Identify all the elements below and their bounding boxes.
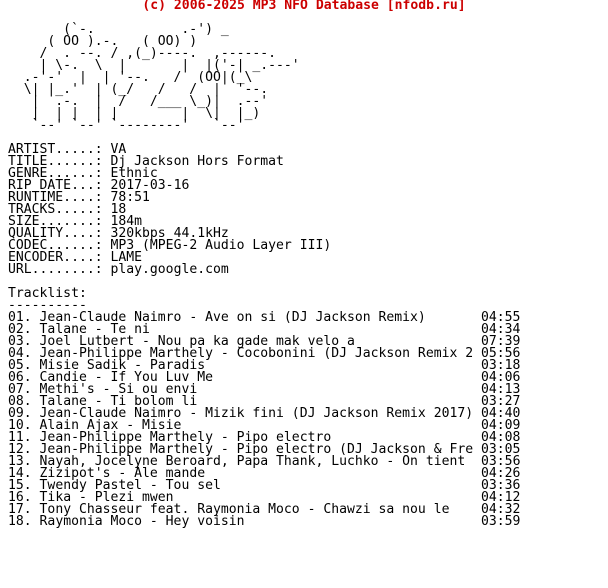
track-duration: 04:26 xyxy=(481,466,521,481)
tracklist-rule: ---------- xyxy=(8,298,87,313)
track-number: 17. xyxy=(8,502,32,517)
genre-value: Ethnic xyxy=(110,166,158,181)
info-row-quality: QUALITY....: 320kbps 44.1kHz xyxy=(8,226,229,241)
track-number: 11. xyxy=(8,430,32,445)
track-number: 07. xyxy=(8,382,32,397)
track-duration: 04:34 xyxy=(481,322,521,337)
track-number: 10. xyxy=(8,418,32,433)
info-row-url: URL........: play.google.com xyxy=(8,262,229,277)
info-row-rip-date: RIP DATE...: 2017-03-16 xyxy=(8,178,190,193)
track-number: 02. xyxy=(8,322,32,337)
track-number: 04. xyxy=(8,346,32,361)
track-title: Tony Chasseur feat. Raymonia Moco - Chawzi sa nou le xyxy=(39,502,450,517)
track-title: Misie Sadik - Paradis xyxy=(39,358,206,373)
track-title: Alain Ajax - Misie xyxy=(39,418,182,433)
track-duration: 05:56 xyxy=(481,346,521,361)
artist-value: VA xyxy=(110,142,127,157)
track-number: 12. xyxy=(8,442,32,457)
info-row-tracks: TRACKS.....: 18 xyxy=(8,202,127,217)
track-title: Jean-Claude Naimro - Mizik fini (DJ Jackson Remix 2017) xyxy=(39,406,474,421)
track-number: 14. xyxy=(8,466,32,481)
info-row-codec: CODEC......: MP3 (MPEG-2 Audio Layer III) xyxy=(8,238,332,253)
track-title: Joel Lutbert - Nou pa ka gade mak velo a xyxy=(39,334,355,349)
track-duration: 04:08 xyxy=(481,430,521,445)
logo-line: (`-. .-') _ xyxy=(8,22,229,37)
track-row xyxy=(8,516,520,528)
track-number: 01. xyxy=(8,310,32,325)
site-banner: (c) 2006-2025 MP3 NFO Database [nfodb.ru] xyxy=(142,0,466,13)
track-duration: 03:05 xyxy=(481,442,521,457)
track-duration: 04:40 xyxy=(481,406,521,421)
logo-line: | \-. \ | | |('-| _.---' xyxy=(8,58,300,73)
track-duration: 04:12 xyxy=(481,490,521,505)
rip-date-value: 2017-03-16 xyxy=(110,178,190,193)
track-number: 13. xyxy=(8,454,32,469)
logo-line: | | | | | | \| |_) xyxy=(8,106,261,121)
title-value: Dj Jackson Hors Format xyxy=(110,154,284,169)
tracklist-heading: Tracklist: xyxy=(8,286,87,301)
track-title: Jean-Philippe Marthely - Cocobonini (DJ Jackson Remix 2 xyxy=(39,346,474,361)
info-row-artist: ARTIST.....: VA xyxy=(8,142,127,157)
track-duration: 04:09 xyxy=(481,418,521,433)
info-row-genre: GENRE......: Ethnic xyxy=(8,166,158,181)
logo-line: ( OO ).-. ( OO) ) xyxy=(8,34,198,49)
track-duration: 07:39 xyxy=(481,334,521,349)
size-value: 184m xyxy=(110,214,143,229)
track-number: 16. xyxy=(8,490,32,505)
info-row-encoder: ENCODER....: LAME xyxy=(8,250,143,265)
track-duration: 03:27 xyxy=(481,394,521,409)
track-duration: 03:18 xyxy=(481,358,521,373)
track-duration: 04:13 xyxy=(481,382,521,397)
logo-line: | .-. | / /___ \_)| .--' xyxy=(8,94,269,109)
track-number: 03. xyxy=(8,334,32,349)
track-number: 09. xyxy=(8,406,32,421)
track-duration: 04:55 xyxy=(481,310,521,325)
track-title: Jean-Philippe Marthely - Pipo electro (DJ Jackson & Fre xyxy=(39,442,474,457)
info-row-size: SIZE.......: 184m xyxy=(8,214,143,229)
track-duration: 03:36 xyxy=(481,478,521,493)
track-title: Talane - Te ni xyxy=(39,322,150,337)
tracks-value: 18 xyxy=(110,202,127,217)
logo-line: / . --. / ,(_)----. ,------. xyxy=(8,46,277,61)
track-duration: 04:06 xyxy=(481,370,521,385)
track-number: 05. xyxy=(8,358,32,373)
runtime-value: 78:51 xyxy=(110,190,150,205)
track-duration: 03:56 xyxy=(481,454,521,469)
tracklist xyxy=(8,312,520,528)
nfo-text xyxy=(8,12,520,528)
track-title: Jean-Philippe Marthely - Pipo electro xyxy=(39,430,332,445)
track-title: Methi's - Si ou envi xyxy=(39,382,198,397)
track-title: Twendy Pastel - Tou sel xyxy=(39,478,221,493)
ascii-logo xyxy=(8,12,520,144)
track-duration: 03:59 xyxy=(481,514,521,529)
track-number: 15. xyxy=(8,478,32,493)
track-title: Jean-Claude Naimro - Ave on si (DJ Jackson Remix) xyxy=(39,310,426,325)
track-title: Talane - Ti bolom li xyxy=(39,394,198,409)
url-value: play.google.com xyxy=(110,262,229,277)
info-row-runtime: RUNTIME....: 78:51 xyxy=(8,190,150,205)
logo-line: \| |_.' | (_/ / / | '--. xyxy=(8,82,269,97)
track-title: Tika - Plezi mwen xyxy=(39,490,174,505)
track-number: 06. xyxy=(8,370,32,385)
track-title: Zizipot's - Ale mande xyxy=(39,466,206,481)
codec-value: MP3 (MPEG-2 Audio Layer III) xyxy=(110,238,332,253)
track-number: 08. xyxy=(8,394,32,409)
track-number: 18. xyxy=(8,514,32,529)
encoder-value: LAME xyxy=(110,250,143,265)
logo-line: `--' `--' `--------' `--' xyxy=(8,118,245,133)
track-title: Nayah, Jocelyne Beroard, Papa Thank, Luchko - On tient xyxy=(39,454,466,469)
info-row-title: TITLE......: Dj Jackson Hors Format xyxy=(8,154,284,169)
quality-value: 320kbps 44.1kHz xyxy=(110,226,229,241)
track-duration: 04:32 xyxy=(481,502,521,517)
logo-line: .-'-' | | '--. / (OO|(_\ xyxy=(8,70,253,85)
track-title: Raymonia Moco - Hey voisin xyxy=(39,514,245,529)
track-title: Candie - If You Luv Me xyxy=(39,370,213,385)
